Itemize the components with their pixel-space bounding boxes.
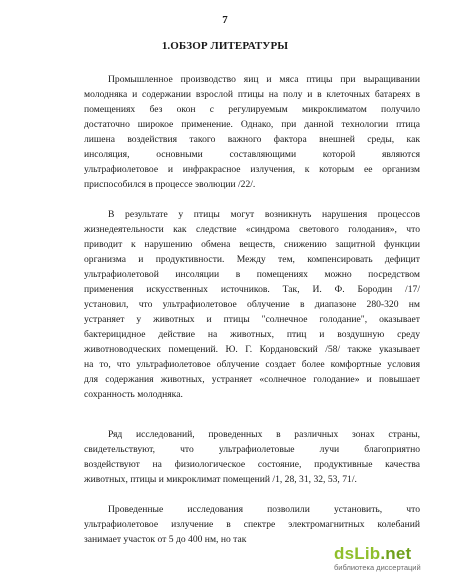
- text-line: приводит к нарушению обмена веществ, снижению защитной функции: [84, 239, 420, 250]
- text-line: организма и продуктивности. Между тем, компенсировать дефицит: [84, 254, 420, 265]
- text-line: Ряд исследований, проведенных в различных зонах страны,: [108, 429, 420, 440]
- watermark-logo-text: [334, 544, 411, 564]
- text-line: воздействуют на физиологическое состояние, продуктивные качества: [84, 459, 420, 470]
- text-line: ультрафиолетовое и инфракрасное излучения, к которым ее организм: [84, 164, 420, 175]
- text-line: животных, птицы и микроклимат помещений /1, 28, 31, 32, 53, 71/.: [84, 474, 357, 485]
- watermark-logo[interactable]: [334, 540, 442, 576]
- text-line: ультрафиолетовое излучение в спектре электромагнитных колебаний: [84, 519, 420, 530]
- text-line: бактерицидное действие на животных, птиц и воздушную среду: [84, 329, 420, 340]
- text-line: приспособился в процессе эволюции /22/.: [84, 179, 256, 190]
- text-line: помещениях без окон с регулируемым микроклиматом получило: [84, 104, 420, 115]
- text-line: животноводческих помещений. Ю. Г. Кордановский /58/ также указывает: [84, 344, 420, 355]
- watermark-subtitle: библиотека диссертаций: [334, 563, 421, 572]
- page-number: 7: [222, 14, 228, 26]
- text-line: молодняка и содержании взрослой птицы на полу и в клеточных батареях в: [84, 89, 420, 100]
- text-line: применения искусственных источников. Так, И. Ф. Бородин /17/: [84, 284, 420, 295]
- text-line: В результате у птицы могут возникнуть нарушения процессов: [108, 209, 420, 220]
- text-line: свидетельствуют, что ультрафиолетовые лучи благоприятно: [84, 444, 420, 455]
- text-line: устраняет у животных и птицы "солнечное голодание", оказывает: [84, 314, 420, 325]
- text-line: Проведенные исследования позволили установить, что: [108, 504, 420, 515]
- text-line: инсоляция, основными составляющими которой являются: [84, 149, 420, 160]
- section-title: 1.ОБЗОР ЛИТЕРАТУРЫ: [161, 40, 289, 52]
- text-line: достаточно широкое применение. Однако, при данной технологии птица: [84, 119, 420, 130]
- text-line: занимает участок от 5 до 400 нм, но так: [84, 534, 247, 545]
- text-line: лишена воздействия такого важного фактора внешней среды, как: [84, 134, 420, 145]
- watermark-logo-suffix: .net: [380, 544, 412, 563]
- text-line: на то, что ультрафиолетовое облучение создает более комфортные условия: [84, 359, 420, 370]
- text-line: жизнедеятельности как следствие «синдрома светового голодания», что: [84, 224, 420, 235]
- text-line: сохранность молодняка.: [84, 389, 183, 400]
- text-line: установил, что ультрафиолетовое облучение в диапазоне 280-320 нм: [84, 299, 420, 310]
- text-line: Промышленное производство яиц и мяса птицы при выращивании: [108, 74, 420, 85]
- watermark-logo-main: dsLib: [334, 544, 381, 563]
- text-line: ультрафиолетовой инсоляции в помещениях можно посредством: [84, 269, 420, 280]
- text-line: для содержания животных, устраняет «солнечное голодание» и повышает: [84, 374, 420, 385]
